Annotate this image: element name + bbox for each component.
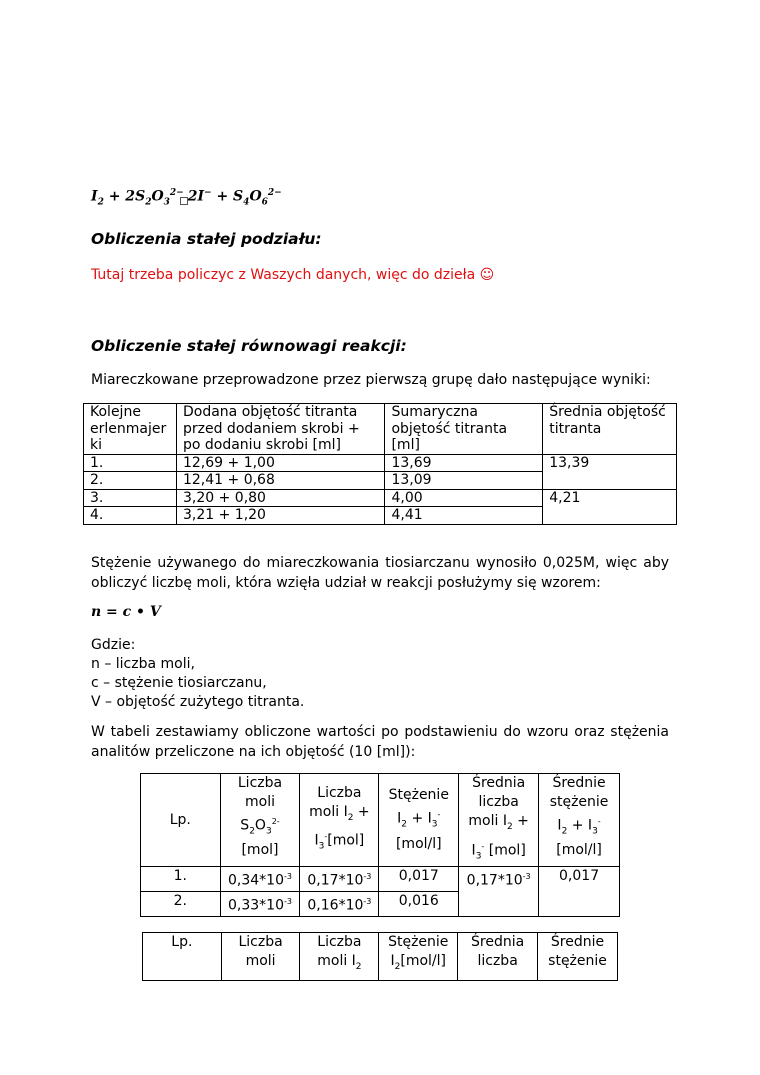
reaction-equation: $I_2 + 2S_2O_3^{2-}$ $2I^- + S_4O_6^{2-}$ (91, 188, 282, 208)
table-cell: $0,33*10^{-3}$ (220, 891, 300, 916)
table-intro-paragraph: W tabeli zestawiamy obliczone wartości po podstawieniu do wzoru oraz stężenia analitów przeliczone na ich objętość (10 [ml]): (91, 724, 669, 760)
table-cell: 1. (84, 454, 177, 472)
titration-results-table (83, 403, 677, 525)
table-cell: 13,69 (385, 454, 543, 472)
note-red: Tutaj trzeba policzyc z Waszych danych, więc do dzieła ☺ (91, 267, 495, 283)
header-cell: Średnie stężenie (538, 933, 618, 981)
header-cell: Lp. (143, 933, 222, 981)
header-cell: Średnie stężenie $I_2 + I_3^-$ [mol/l] (539, 774, 620, 867)
table-cell: $0,16*10^{-3}$ (300, 891, 379, 916)
header-cell: Dodana objętość titranta przed dodaniem skrobi + po dodaniu skrobi [ml] (176, 404, 384, 455)
table-cell: 0,016 (379, 891, 459, 916)
table-header-row (84, 404, 677, 455)
header-cell: Liczba moli $I_2$ (300, 933, 379, 981)
header-cell: Kolejne erlenmajer ki (84, 404, 177, 455)
header-cell: Stężenie $I_2 + I_3^-$ [mol/l] (379, 774, 459, 867)
table-header-row (141, 774, 620, 867)
where-item: V – objętość zużytego titranta. (91, 694, 305, 710)
average-cell: 13,39 (543, 454, 677, 489)
calculated-values-table (140, 773, 620, 917)
table-cell: 12,69 + 1,00 (176, 454, 384, 472)
table-row (84, 489, 677, 507)
table-cell: 1. (141, 867, 221, 892)
header-cell: Lp. (141, 774, 221, 867)
header-cell: Średnia liczba (458, 933, 538, 981)
table-cell: 0,017 (379, 867, 459, 892)
table-header-row (143, 933, 618, 981)
header-cell: Liczba moli $S_2O_3^{2-}$ [mol] (220, 774, 300, 867)
where-item: c – stężenie tiosiarczanu, (91, 675, 267, 691)
intro-paragraph: Miareczkowane przeprowadzone przez pierwszą grupę dało następujące wyniki: (91, 372, 651, 388)
table-row (141, 867, 620, 892)
table-cell: 4,00 (385, 489, 543, 507)
table-cell: 2. (141, 891, 221, 916)
table-cell: 3,20 + 0,80 (176, 489, 384, 507)
table-cell: 4,41 (385, 507, 543, 525)
arrow-placeholder-icon (180, 197, 188, 205)
header-cell: Sumaryczna objętość titranta [ml] (385, 404, 543, 455)
average-cell: $0,17*10^{-3}$ (459, 867, 539, 916)
heading-equilibrium-constant: Obliczenie stałej równowagi reakcji: (91, 337, 407, 355)
second-values-table (142, 932, 618, 981)
heading-partition-constant: Obliczenia stałej podziału: (91, 230, 322, 248)
where-list (91, 636, 304, 712)
table-cell: 13,09 (385, 472, 543, 490)
table-row (84, 454, 677, 472)
average-cell: 4,21 (543, 489, 677, 524)
table-cell: 3. (84, 489, 177, 507)
table-cell: $0,34*10^{-3}$ (220, 867, 300, 892)
table-cell: 2. (84, 472, 177, 490)
header-cell: Średnia objętość titranta (543, 404, 677, 455)
header-cell: Liczba moli (221, 933, 300, 981)
header-cell: Liczba moli $I_2$ + $I_3^-[mol]$ (300, 774, 379, 867)
where-item: n – liczba moli, (91, 656, 195, 672)
average-cell: 0,017 (539, 867, 620, 916)
header-cell: Średnia liczba moli $I_2$ + $I_3^-$ [mol] (459, 774, 539, 867)
where-title: Gdzie: (91, 637, 136, 653)
moles-formula: n = c • V (91, 604, 161, 620)
header-cell: Stężenie $I_2[mol/l]$ (379, 933, 458, 981)
concentration-paragraph: Stężenie używanego do miareczkowania tiosiarczanu wynosiło 0,025M, więc aby obliczyć liczbę moli, która wzięła udział w reakcji posłużymy się wzorem: (91, 555, 669, 591)
table-cell: 3,21 + 1,20 (176, 507, 384, 525)
table-cell: 12,41 + 0,68 (176, 472, 384, 490)
table-cell: 4. (84, 507, 177, 525)
table-cell: $0,17*10^{-3}$ (300, 867, 379, 892)
